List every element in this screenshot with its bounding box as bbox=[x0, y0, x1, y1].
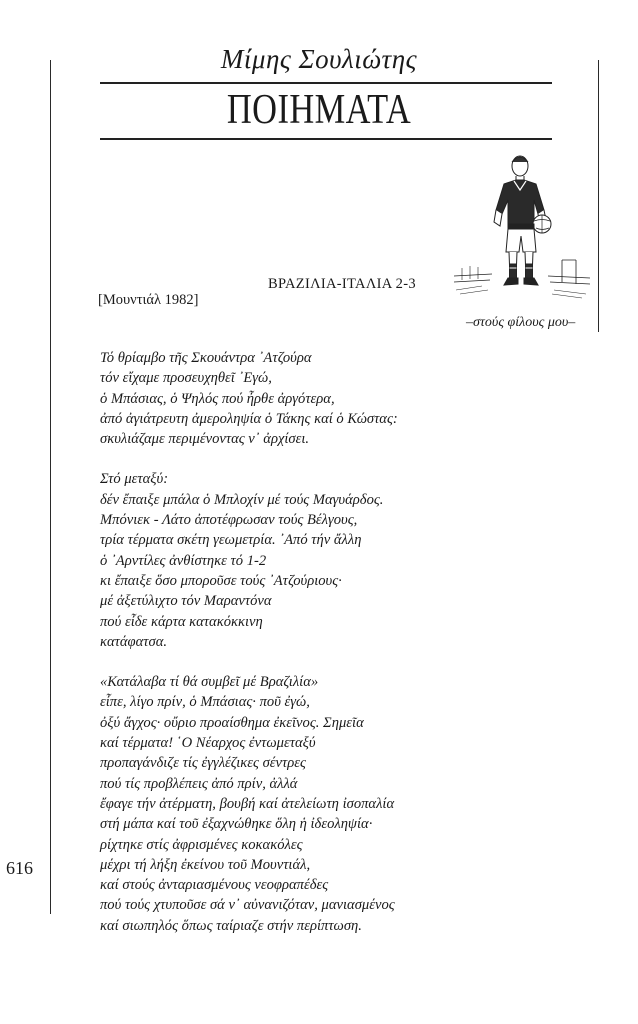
poem-line: κατάφατσα. bbox=[100, 633, 168, 650]
poem-body bbox=[100, 348, 398, 956]
dedication: –στούς φίλους μου– bbox=[466, 315, 576, 330]
poem-line: ὀξύ ἄγχος· οὔριο προαίσθημα ἐκεῖνος. Σημεῖα bbox=[100, 714, 364, 731]
stanza-3 bbox=[100, 672, 398, 936]
poem-line: ἔφαγε τήν ἀτέρματη, βουβή καί ἀτελείωτη ἰσοπαλία bbox=[100, 795, 395, 812]
poem-line: καί σιωπηλός ὅπως ταίριαζε στήν περίπτωση. bbox=[100, 917, 362, 934]
header-rule-top bbox=[100, 82, 552, 84]
poem-line: μέ ἀξετύλιχτο τόν Μαραντόνα bbox=[100, 593, 272, 610]
poem-line: «Κατάλαβα τί θά συμβεῖ μέ Βραζιλία» bbox=[100, 674, 319, 691]
poem-line: καί στούς ἀνταριασμένους νεοφραπέδες bbox=[100, 877, 329, 894]
left-margin-rule bbox=[50, 60, 51, 914]
poem-line: Τό θρίαμβο τῆς Σκουάντρα ᾿Ατζούρα bbox=[100, 350, 312, 366]
footballer-illustration bbox=[452, 148, 592, 316]
author-name: Μίμης Σουλιώτης bbox=[220, 44, 418, 74]
poem-line: ἀπό ἀγιάτρευτη ἀμεροληψία ὁ Τάκης καί ὁ Κώστας: bbox=[100, 410, 398, 427]
stanza-1 bbox=[100, 348, 398, 449]
right-margin-rule bbox=[598, 60, 599, 332]
page-number: 616 bbox=[6, 858, 33, 878]
poem-line: ὁ ᾿Αρντίλες ἀνθίστηκε τό 1-2 bbox=[100, 552, 267, 569]
poem-line: σκυλιάζαμε περιμένοντας ν᾿ ἀρχίσει. bbox=[100, 431, 310, 448]
poem-line: καί τέρματα! ῾Ο Νέαρχος ἐντωμεταξύ bbox=[100, 735, 316, 752]
poem-line: εἶπε, λίγο πρίν, ὁ Μπάσιας· ποῦ ἐγώ, bbox=[100, 694, 310, 711]
poem-line: τρία τέρματα σκέτη γεωμετρία. ᾿Από τήν ἄλλη bbox=[100, 532, 362, 549]
poem-line: Μπόνιεκ - Λάτο ἀποτέφρωσαν τούς Βέλγους, bbox=[100, 512, 358, 529]
book-title: ΠΟΙΗΜΑΤΑ bbox=[226, 87, 412, 133]
poem-line: Στό μεταξύ: bbox=[100, 471, 169, 488]
poem-line: πού εἶδε κάρτα κατακόκκινη bbox=[100, 613, 263, 630]
header-rule-bottom bbox=[100, 138, 552, 140]
poem-title: ΒΡΑΖΙΛΙΑ-ΙΤΑΛΙΑ 2-3 bbox=[268, 276, 416, 292]
date-note: [Μουντιάλ 1982] bbox=[98, 292, 199, 308]
poem-line: ὁ Μπάσιας, ὁ Ψηλός πού ἦρθε ἀργότερα, bbox=[100, 390, 335, 407]
poem-line: στή μάπα καί τοῦ ἐξαχνώθηκε ὅλη ἡ ἰδεοληψία· bbox=[100, 816, 373, 833]
poem-line: τόν εἴχαμε προσευχηθεῖ ᾿Εγώ, bbox=[100, 370, 272, 387]
poem-line: προπαγάνδιζε τίς ἐγγλέζικες σέντρες bbox=[100, 755, 306, 772]
poem-line: ρίχτηκε στίς ἀφρισμένες κοκακόλες bbox=[100, 836, 303, 853]
stanza-2 bbox=[100, 469, 398, 652]
poem-line: πού τούς χτυποῦσε σά ν᾿ αὐνανιζόταν, μανιασμένος bbox=[100, 897, 395, 914]
poem-line: δέν ἔπαιξε μπάλα ὁ Μπλοχίν μέ τούς Μαγυάρδος. bbox=[100, 491, 384, 508]
poem-line: κι ἔπαιξε ὅσο μποροῦσε τούς ᾿Ατζούριους· bbox=[100, 572, 342, 589]
poem-line: μέχρι τή λήξη ἐκείνου τοῦ Μουντιάλ, bbox=[100, 856, 311, 873]
poem-line: πού τίς προβλέπεις ἀπό πρίν, ἀλλά bbox=[100, 775, 298, 792]
